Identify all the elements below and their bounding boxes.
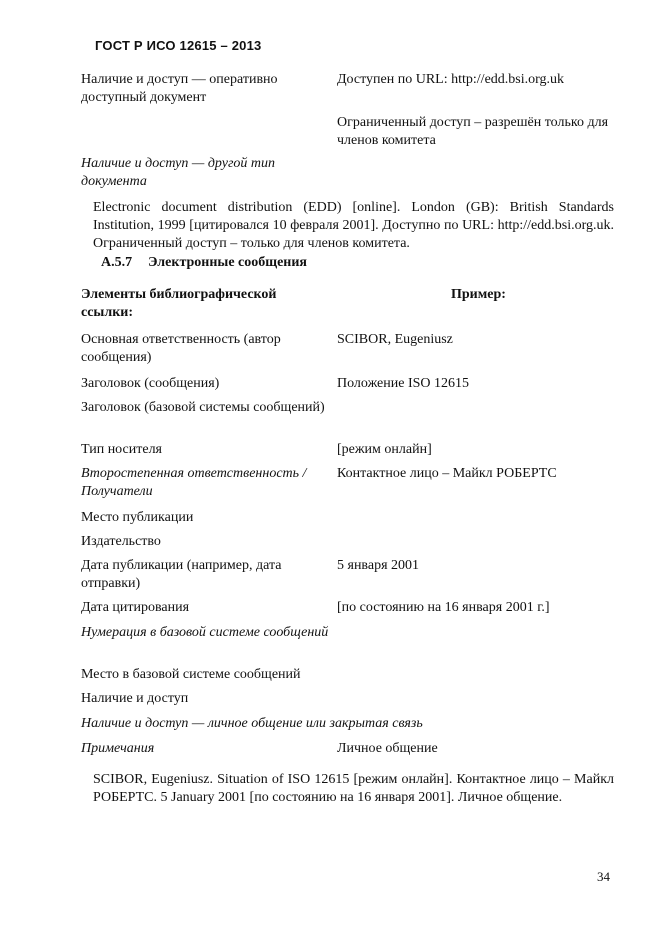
example-value: Личное общение xyxy=(337,741,438,756)
element-label: Место в базовой системе сообщений xyxy=(81,667,301,682)
example-value: Положение ISO 12615 xyxy=(337,376,470,391)
section-heading xyxy=(101,255,307,271)
section-number: A.5.7 xyxy=(101,255,133,270)
element-label: Издательство xyxy=(81,534,161,549)
element-label: Нумерация в базовой системе сообщений xyxy=(81,625,329,640)
example-value: Контактное лицо – Майкл РОБЕРТС xyxy=(337,466,557,481)
table-header xyxy=(81,286,613,322)
element-label: Основная ответственность (автор сообщения) xyxy=(81,332,281,365)
element-label: Заголовок (сообщения) xyxy=(81,376,220,391)
element-label: Наличие и доступ — оперативно доступный документ xyxy=(81,72,278,105)
example-paragraph: Electronic document distribution (EDD) [online]. London (GB): British Standards Institution, 1999 [цитировался 10 февраля 2001]. Доступно по URL: http://edd.bsi.org.uk. Ограниченный доступ – только для членов комитета. xyxy=(93,200,614,251)
element-label: Дата публикации (например, дата отправки) xyxy=(81,558,282,591)
element-label: Наличие и доступ — другой тип документа xyxy=(81,156,276,189)
table-header-elements: Элементы библиографической ссылки: xyxy=(81,287,277,320)
element-label: Дата цитирования xyxy=(81,600,190,615)
page-number: 34 xyxy=(597,869,610,884)
top-row-availability-online xyxy=(81,71,613,107)
top-row-availability-other xyxy=(81,155,613,191)
element-label: Наличие и доступ xyxy=(81,691,189,706)
element-label: Место публикации xyxy=(81,510,194,525)
example-value: 5 января 2001 xyxy=(337,558,420,573)
example-value: Доступен по URL: http://edd.bsi.org.uk xyxy=(337,72,565,87)
example-paragraph: SCIBOR, Eugeniusz. Situation of ISO 12615 [режим онлайн]. Контактное лицо – Майкл РОБЕРТС. 5 January 2001 [по состоянию на 16 января 2001]. Личное общение. xyxy=(93,772,614,805)
element-label: Второстепенная ответственность /Получатели xyxy=(81,466,307,499)
element-label: Примечания xyxy=(81,741,155,756)
table-header-example: Пример: xyxy=(451,287,506,302)
element-label: Наличие и доступ — личное общение или закрытая связь xyxy=(81,716,423,731)
example-value: Ограниченный доступ – разрешён только для членов комитета xyxy=(337,115,609,148)
top-row-restricted-access xyxy=(81,114,613,150)
example-value: [по состоянию на 16 января 2001 г.] xyxy=(337,600,550,615)
example-value: SCIBOR, Eugeniusz xyxy=(337,332,453,347)
element-label: Тип носителя xyxy=(81,442,162,457)
example-value: [режим онлайн] xyxy=(337,442,432,457)
section-title: Электронные сообщения xyxy=(148,255,308,270)
document-header: ГОСТ Р ИСО 12615 – 2013 xyxy=(95,38,262,53)
element-label: Заголовок (базовой системы сообщений) xyxy=(81,400,325,415)
